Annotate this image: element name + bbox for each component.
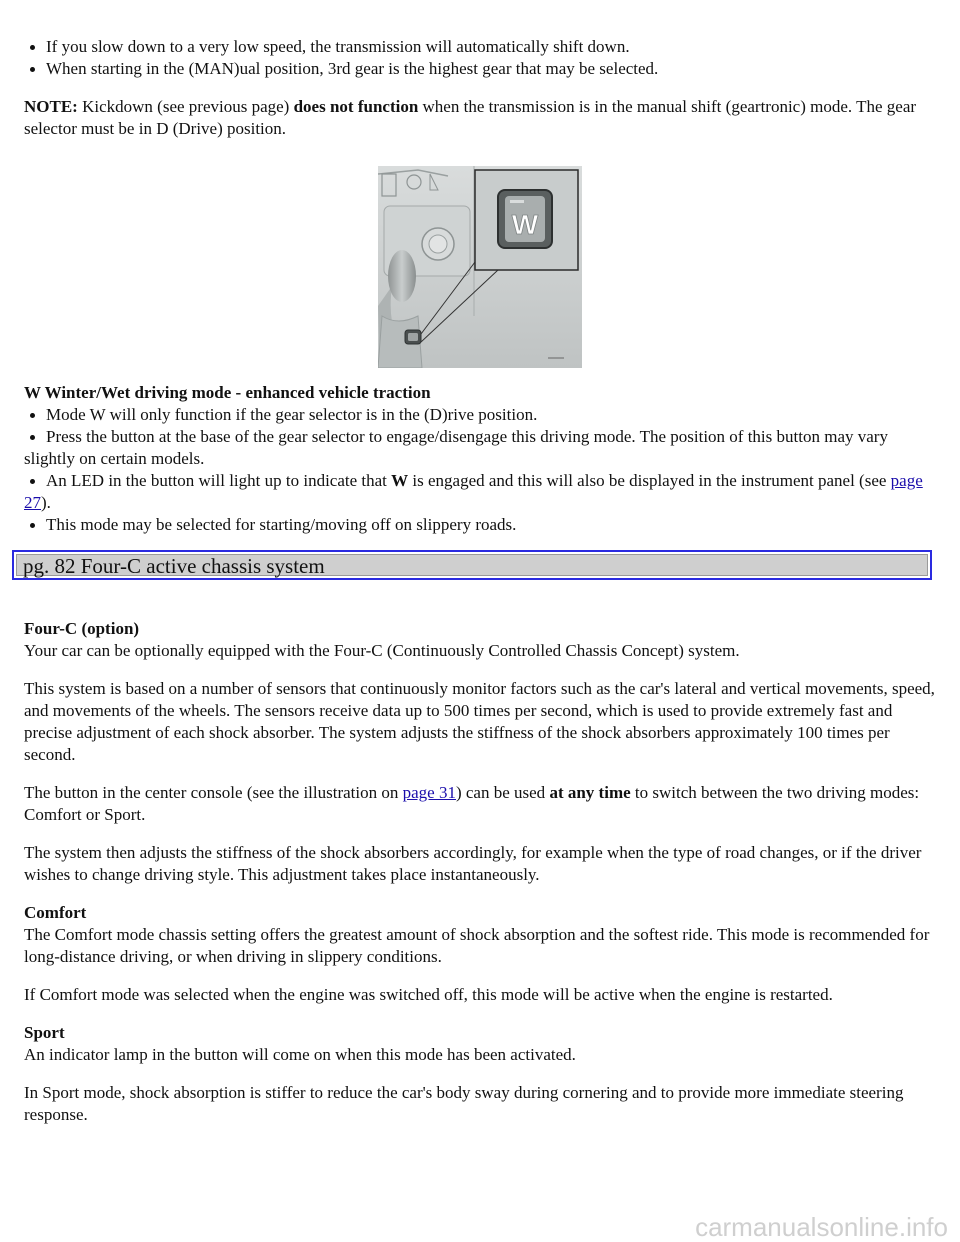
led-text-b: is engaged and this will also be displayed in the instrument panel (see xyxy=(408,471,891,490)
button-text-bold: at any time xyxy=(549,783,631,802)
transmission-bullet-list xyxy=(24,36,936,80)
w-button-illustration xyxy=(378,166,582,368)
list-item: If you slow down to a very low speed, the transmission will automatically shift down. xyxy=(24,36,936,58)
note-label: NOTE: xyxy=(24,97,78,116)
page-content xyxy=(24,36,936,1126)
left-watermark xyxy=(0,340,2,700)
fourc-heading: Four-C (option) xyxy=(24,619,140,638)
w-mode-bullet-list xyxy=(24,404,936,536)
w-button-letter: W xyxy=(511,209,539,240)
section-header-bar xyxy=(12,550,932,580)
note-text-a: Kickdown (see previous page) xyxy=(77,97,294,116)
list-item: This mode may be selected for starting/moving off on slippery roads. xyxy=(24,514,936,536)
comfort-restart-text: If Comfort mode was selected when the engine was switched off, this mode will be active when the engine is restarted. xyxy=(24,985,833,1004)
note-bold: does not function xyxy=(293,97,419,116)
fourc-sensors-paragraph: This system is based on a number of sensors that continuously monitor factors such as the car's lateral and vertical movements, speed, and movements of the wheels. The sensors receive data up to 500 times per second, which is used to provide extremely fast and precise adjustment of each shock absorber. The system adjusts the stiffness of the shock absorbers approximately 100 times per second. xyxy=(24,679,935,764)
led-text-c: ). xyxy=(41,493,51,512)
page-31-link[interactable]: page 31 xyxy=(402,783,456,802)
list-item: Mode W will only function if the gear selector is in the (D)rive position. xyxy=(24,404,936,426)
led-text-a: An LED in the button will light up to indicate that xyxy=(46,471,392,490)
section-title: pg. 82 Four-C active chassis system xyxy=(16,554,928,576)
list-item: Press the button at the base of the gear selector to engage/disengage this driving mode. The position of this button may vary slightly on certain models. xyxy=(24,426,936,470)
sport-detail-text: In Sport mode, shock absorption is stiffer to reduce the car's body sway during cornering and to provide more immediate steering response. xyxy=(24,1083,904,1124)
sport-heading: Sport xyxy=(24,1023,65,1042)
comfort-text: The Comfort mode chassis setting offers the greatest amount of shock absorption and the softest ride. This mode is recommended for long-distance driving, or when driving in slippery conditions. xyxy=(24,925,930,966)
gear-selector-illustration xyxy=(378,166,582,368)
button-text-b: ) can be used xyxy=(455,783,550,802)
fourc-button-paragraph xyxy=(24,782,936,826)
sport-text: An indicator lamp in the button will come on when this mode has been activated. xyxy=(24,1045,576,1064)
button-text-a: The button in the center console (see the illustration on xyxy=(24,783,403,802)
w-mode-heading: W Winter/Wet driving mode - enhanced vehicle traction xyxy=(24,383,431,402)
list-item xyxy=(24,470,936,514)
list-item: When starting in the (MAN)ual position, 3rd gear is the highest gear that may be selected. xyxy=(24,58,936,80)
page-27-link[interactable]: page 27 xyxy=(24,471,923,512)
fourc-intro: Your car can be optionally equipped with the Four-C (Continuously Controlled Chassis Concept) system. xyxy=(24,641,740,660)
comfort-heading: Comfort xyxy=(24,903,87,922)
bottom-watermark: carmanualsonline.info xyxy=(695,1212,948,1242)
button-text-c: to switch between the two driving modes: Comfort or Sport. xyxy=(24,783,920,824)
note-paragraph xyxy=(24,96,936,140)
led-text-bold: W xyxy=(391,471,409,490)
note-text-b: when the transmission is in the manual shift (geartronic) mode. The gear selector must be in D (Drive) position. xyxy=(24,97,917,138)
fourc-adjust-paragraph: The system then adjusts the stiffness of the shock absorbers accordingly, for example when the type of road changes, or if the driver wishes to change driving style. This adjustment takes place instantaneously. xyxy=(24,843,922,884)
